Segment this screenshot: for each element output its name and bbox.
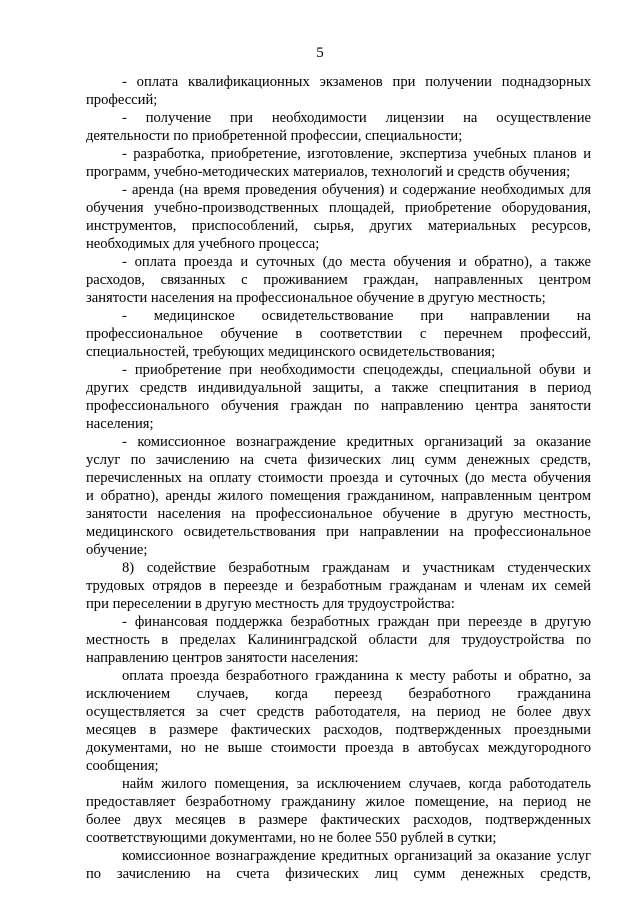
text-line: обучения учебно-производственных площадей, приобретение оборудования, [86,200,591,216]
text-line: профессий; [86,92,158,108]
text-line: - оплата проезда и суточных (до места обучения и обратно), а также [122,254,591,270]
text-line: - получение при необходимости лицензии на осуществление [122,110,591,126]
text-line: программ, учебно-методических материалов, технологий и средств обучения; [86,164,571,180]
text-line: инструментов, приспособлений, сырья, других материальных ресурсов, [86,218,591,234]
text-line: документами, но не выше стоимости проезда в автобусах междугородного [86,740,591,756]
text-line: соответствующими документами, но не более 550 рублей в сутки; [86,830,497,846]
text-line: трудовых отрядов в переезде и безработным гражданам и членам их семей [86,578,591,594]
text-line: при переселении в другую местность для трудоустройства: [86,596,455,612]
text-line: месяцев в размере фактических расходов, подтвержденных проездными [86,722,591,738]
text-line: занятости населения на профессиональное обучение в другую местность; [86,290,546,306]
text-line: услуг по зачислению на счета физических лиц сумм денежных средств, [86,452,591,468]
text-line: - приобретение при необходимости спецодежды, специальной обуви и [122,362,591,378]
text-line: 8) содействие безработным гражданам и участникам студенческих [122,560,591,576]
text-line: - разработка, приобретение, изготовление, экспертиза учебных планов и [122,146,591,162]
text-line: по зачислению на счета физических лиц сумм денежных средств, [86,866,591,882]
text-line: найм жилого помещения, за исключением случаев, когда работодатель [122,776,591,792]
text-line: профессиональное обучение в соответствии с перечнем профессий, [86,326,591,342]
text-line: расходов, связанных с проживанием граждан, направленных центром [86,272,591,288]
text-line: и обратно), аренды жилого помещения гражданином, направленным центром [86,488,591,504]
text-line: обучение; [86,542,148,558]
text-line: комиссионное вознаграждение кредитных организаций за оказание услуг [122,848,591,864]
text-line: исключением случаев, когда переезд безработного гражданина [86,686,591,702]
text-line: предоставляет безработному гражданину жилое помещение, на период не [86,794,591,810]
text-line: занятости населения на профессиональное обучение в другую местность, [86,506,591,522]
text-line: направлению центров занятости населения: [86,650,359,666]
text-line: осуществляется за счет средств работодателя, на период не более двух [86,704,591,720]
text-line: - аренда (на время проведения обучения) и содержание необходимых для [122,182,591,198]
text-line: более двух месяцев в размере фактических расходов, подтвержденных [86,812,591,828]
text-line: сообщения; [86,758,159,774]
text-line: медицинского освидетельствования при направлении на профессиональное [86,524,591,540]
page-number: 5 [316,45,324,61]
text-line: - оплата квалификационных экзаменов при получении поднадзорных [122,74,591,90]
text-line: оплата проезда безработного гражданина к месту работы и обратно, за [122,668,591,684]
text-line: - финансовая поддержка безработных граждан при переезде в другую [122,614,591,630]
text-line: профессионального обучения граждан по направлению центра занятости [86,398,591,414]
text-line: деятельности по приобретенной профессии, специальности; [86,128,463,144]
text-line: населения; [86,416,154,432]
text-line: - медицинское освидетельствование при направлении на [122,308,591,324]
text-line: необходимых для учебного процесса; [86,236,320,252]
text-line: других средств индивидуальной защиты, а также спецпитания в период [86,380,591,396]
text-line: перечисленных на оплату стоимости проезда и суточных (до места обучения [86,470,591,486]
text-line: местность в пределах Калининградской области для трудоустройства по [86,632,591,648]
text-line: специальностей, требующих медицинского освидетельствования; [86,344,496,360]
text-line: - комиссионное вознаграждение кредитных организаций за оказание [122,434,591,450]
